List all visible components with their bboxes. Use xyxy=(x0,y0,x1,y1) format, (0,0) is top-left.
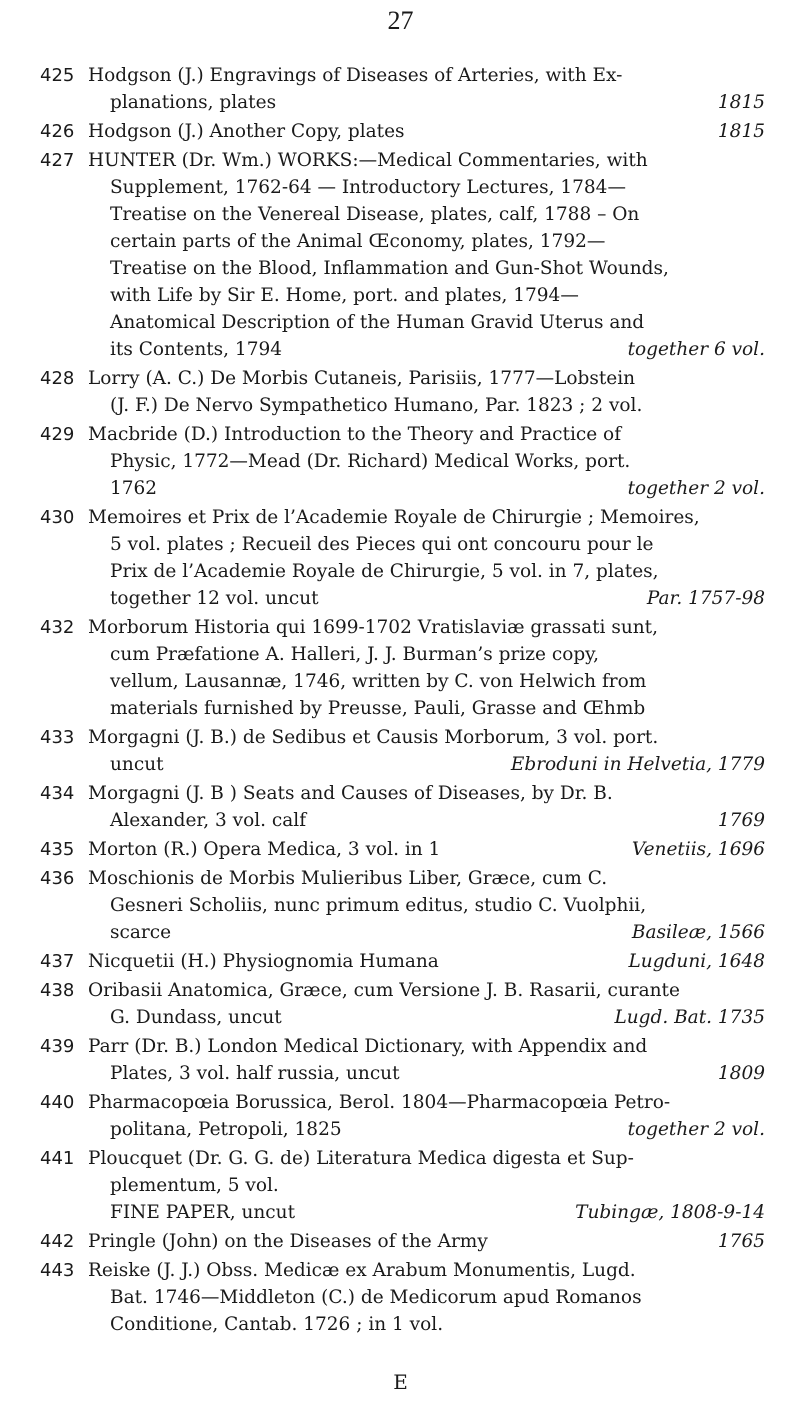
entry-line-text: Physic, 1772—Mead (Dr. Richard) Medical Works, port. xyxy=(110,451,631,472)
catalogue-entry xyxy=(40,365,765,419)
entry-line xyxy=(88,365,765,392)
entry-line xyxy=(88,309,765,336)
entry-line-text: Reiske (J. J.) Obss. Medicæ ex Arabum Monumentis, Lugd. xyxy=(88,1260,636,1281)
entry-line-text: Lorry (A. C.) De Morbis Cutaneis, Parisiis, 1777—Lobstein xyxy=(88,368,636,389)
lot-number: 440 xyxy=(40,1092,75,1113)
entry-line xyxy=(88,228,765,255)
entry-description xyxy=(88,1033,765,1087)
entry-imprint: 1815 xyxy=(717,121,765,142)
entry-line-text: (J. F.) De Nervo Sympathetico Humano, Par. 1823 ; 2 vol. xyxy=(110,395,643,416)
lot-number: 428 xyxy=(40,368,75,389)
entry-line xyxy=(88,1033,765,1060)
entry-line xyxy=(88,585,765,612)
catalogue-list xyxy=(40,62,765,1340)
entry-line xyxy=(88,1004,765,1031)
catalogue-entry xyxy=(40,780,765,834)
entry-line-text: Nicquetii (H.) Physiognomia Humana xyxy=(88,951,439,972)
lot-number: 426 xyxy=(40,121,75,142)
entry-line-text: Pringle (John) on the Diseases of the Army xyxy=(88,1231,488,1252)
entry-line-text: scarce xyxy=(110,922,172,943)
lot-number: 429 xyxy=(40,424,75,445)
entry-description xyxy=(88,780,765,834)
entry-line xyxy=(88,558,765,585)
entry-line-text: Hodgson (J.) Another Copy, plates xyxy=(88,121,405,142)
entry-description xyxy=(88,1257,765,1338)
entry-line xyxy=(88,724,765,751)
entry-description xyxy=(88,614,765,722)
entry-line xyxy=(88,1116,765,1143)
entry-line-text: planations, plates xyxy=(110,92,277,113)
entry-line-text: Supplement, 1762-64 — Introductory Lectures, 1784— xyxy=(110,177,626,198)
entry-line xyxy=(88,255,765,282)
lot-number: 439 xyxy=(40,1036,75,1057)
entry-description xyxy=(88,62,765,116)
catalogue-entry xyxy=(40,147,765,363)
entry-line-text: 5 vol. plates ; Recueil des Pieces qui ont concouru pour le xyxy=(110,534,654,555)
entry-imprint: Lugd. Bat. 1735 xyxy=(614,1007,765,1028)
entry-description xyxy=(88,836,765,863)
entry-line-text: Macbride (D.) Introduction to the Theory and Practice of xyxy=(88,424,622,445)
lot-number: 425 xyxy=(40,65,75,86)
entry-imprint: 1765 xyxy=(717,1231,765,1252)
entry-line xyxy=(88,201,765,228)
entry-line xyxy=(88,948,765,975)
entry-imprint: Par. 1757-98 xyxy=(646,588,765,609)
entry-line-text: Morton (R.) Opera Medica, 3 vol. in 1 xyxy=(88,839,441,860)
catalogue-entry xyxy=(40,118,765,145)
entry-line-text: with Life by Sir E. Home, port. and plates, 1794— xyxy=(110,285,579,306)
catalogue-entry xyxy=(40,1257,765,1338)
lot-number: 442 xyxy=(40,1231,75,1252)
entry-description xyxy=(88,365,765,419)
entry-line xyxy=(88,1060,765,1087)
entry-imprint: together 2 vol. xyxy=(627,478,765,499)
entry-line-text: vellum, Lausannæ, 1746, written by C. von Helwich from xyxy=(110,671,647,692)
entry-line xyxy=(88,504,765,531)
entry-line-text: G. Dundass, uncut xyxy=(110,1007,282,1028)
entry-description xyxy=(88,865,765,946)
entry-line-text: Oribasii Anatomica, Græce, cum Versione J. B. Rasarii, curante xyxy=(88,980,680,1001)
lot-number: 441 xyxy=(40,1148,75,1169)
entry-description xyxy=(88,118,765,145)
entry-line xyxy=(88,62,765,89)
entry-line-text: Morgagni (J. B ) Seats and Causes of Diseases, by Dr. B. xyxy=(88,783,613,804)
entry-line xyxy=(88,1145,765,1172)
catalogue-entry xyxy=(40,1145,765,1226)
catalogue-entry xyxy=(40,865,765,946)
entry-description xyxy=(88,948,765,975)
entry-line-text: certain parts of the Animal Œconomy, plates, 1792— xyxy=(110,231,606,252)
entry-imprint: Venetiis, 1696 xyxy=(631,839,765,860)
entry-imprint: Tubingæ, 1808-9-14 xyxy=(575,1202,765,1223)
entry-line xyxy=(88,641,765,668)
entry-imprint: 1769 xyxy=(717,810,765,831)
entry-line-text: together 12 vol. uncut xyxy=(110,588,319,609)
entry-line xyxy=(88,751,765,778)
catalogue-entry xyxy=(40,836,765,863)
page-number: 27 xyxy=(387,6,414,35)
entry-imprint: 1815 xyxy=(717,92,765,113)
entry-description xyxy=(88,421,765,502)
entry-line xyxy=(88,614,765,641)
entry-line xyxy=(88,118,765,145)
catalogue-entry xyxy=(40,504,765,612)
entry-imprint: together 2 vol. xyxy=(627,1119,765,1140)
catalogue-entry xyxy=(40,1033,765,1087)
entry-line xyxy=(88,475,765,502)
entry-line xyxy=(88,448,765,475)
entry-description xyxy=(88,147,765,363)
catalogue-entry xyxy=(40,1089,765,1143)
entry-line xyxy=(88,1284,765,1311)
entry-line xyxy=(88,392,765,419)
entry-line xyxy=(88,1199,765,1226)
entry-line-text: Treatise on the Blood, Inflammation and Gun-Shot Wounds, xyxy=(110,258,669,279)
lot-number: 434 xyxy=(40,783,75,804)
entry-line-text: Treatise on the Venereal Disease, plates, calf, 1788 – On xyxy=(110,204,640,225)
entry-line-text: Bat. 1746—Middleton (C.) de Medicorum apud Romanos xyxy=(110,1287,642,1308)
entry-line xyxy=(88,780,765,807)
entry-line-text: Memoires et Prix de l’Academie Royale de Chirurgie ; Memoires, xyxy=(88,507,700,528)
entry-line xyxy=(88,695,765,722)
entry-line xyxy=(88,174,765,201)
entry-line xyxy=(88,807,765,834)
entry-imprint: together 6 vol. xyxy=(627,339,765,360)
entry-line xyxy=(88,531,765,558)
entry-line-text: Conditione, Cantab. 1726 ; in 1 vol. xyxy=(110,1314,444,1335)
lot-number: 427 xyxy=(40,150,75,171)
entry-imprint: 1809 xyxy=(717,1063,765,1084)
entry-line xyxy=(88,919,765,946)
entry-description xyxy=(88,1089,765,1143)
entry-imprint: Ebroduni in Helvetia, 1779 xyxy=(510,754,765,775)
catalogue-entry xyxy=(40,62,765,116)
entry-line-text: Gesneri Scholiis, nunc primum editus, studio C. Vuolphii, xyxy=(110,895,647,916)
entry-line xyxy=(88,836,765,863)
lot-number: 435 xyxy=(40,839,75,860)
entry-imprint: Basileæ, 1566 xyxy=(631,922,765,943)
entry-line-text: uncut xyxy=(110,754,164,775)
entry-line xyxy=(88,865,765,892)
entry-line-text: FINE PAPER, uncut xyxy=(110,1202,296,1223)
catalogue-entry xyxy=(40,421,765,502)
entry-line-text: 1762 xyxy=(110,478,158,499)
entry-line-text: Morgagni (J. B.) de Sedibus et Causis Morborum, 3 vol. port. xyxy=(88,727,659,748)
lot-number: 438 xyxy=(40,980,75,1001)
lot-number: 437 xyxy=(40,951,75,972)
entry-line-text: materials furnished by Preusse, Pauli, Grasse and Œhmb xyxy=(110,698,646,719)
entry-line xyxy=(88,892,765,919)
entry-line-text: Plates, 3 vol. half russia, uncut xyxy=(110,1063,400,1084)
entry-line xyxy=(88,1228,765,1255)
entry-line xyxy=(88,89,765,116)
lot-number: 433 xyxy=(40,727,75,748)
entry-line-text: Anatomical Description of the Human Gravid Uterus and xyxy=(110,312,645,333)
entry-imprint: Lugduni, 1648 xyxy=(628,951,765,972)
catalogue-entry xyxy=(40,724,765,778)
catalogue-entry xyxy=(40,977,765,1031)
entry-line-text: HUNTER (Dr. Wm.) WORKS:—Medical Commentaries, with xyxy=(88,150,648,171)
entry-line xyxy=(88,1257,765,1284)
catalogue-entry xyxy=(40,1228,765,1255)
lot-number: 432 xyxy=(40,617,75,638)
entry-line-text: its Contents, 1794 xyxy=(110,339,283,360)
entry-line-text: Prix de l’Academie Royale de Chirurgie, 5 vol. in 7, plates, xyxy=(110,561,659,582)
entry-line-text: Morborum Historia qui 1699-1702 Vratislaviæ grassati sunt, xyxy=(88,617,658,638)
entry-line xyxy=(88,977,765,1004)
entry-line xyxy=(88,1089,765,1116)
entry-description xyxy=(88,504,765,612)
entry-description xyxy=(88,977,765,1031)
catalogue-entry xyxy=(40,614,765,722)
lot-number: 443 xyxy=(40,1260,75,1281)
lot-number: 436 xyxy=(40,868,75,889)
entry-line-text: Parr (Dr. B.) London Medical Dictionary, with Appendix and xyxy=(88,1036,648,1057)
catalogue-entry xyxy=(40,948,765,975)
entry-line-text: Hodgson (J.) Engravings of Diseases of Arteries, with Ex- xyxy=(88,65,623,86)
entry-line-text: Pharmacopœia Borussica, Berol. 1804—Pharmacopœia Petro- xyxy=(88,1092,671,1113)
entry-line-text: plementum, 5 vol. xyxy=(110,1175,279,1196)
entry-line xyxy=(88,1311,765,1338)
entry-line-text: cum Præfatione A. Halleri, J. J. Burman’s prize copy, xyxy=(110,644,600,665)
entry-description xyxy=(88,1145,765,1226)
signature-mark: E xyxy=(393,1370,408,1394)
entry-line-text: Alexander, 3 vol. calf xyxy=(110,810,307,831)
lot-number: 430 xyxy=(40,507,75,528)
entry-line xyxy=(88,147,765,174)
entry-line-text: Moschionis de Morbis Mulieribus Liber, Græce, cum C. xyxy=(88,868,608,889)
entry-description xyxy=(88,1228,765,1255)
entry-description xyxy=(88,724,765,778)
entry-line-text: Ploucquet (Dr. G. G. de) Literatura Medica digesta et Sup- xyxy=(88,1148,634,1169)
entry-line xyxy=(88,336,765,363)
entry-line xyxy=(88,282,765,309)
entry-line xyxy=(88,668,765,695)
entry-line xyxy=(88,1172,765,1199)
entry-line-text: politana, Petropoli, 1825 xyxy=(110,1119,342,1140)
entry-line xyxy=(88,421,765,448)
